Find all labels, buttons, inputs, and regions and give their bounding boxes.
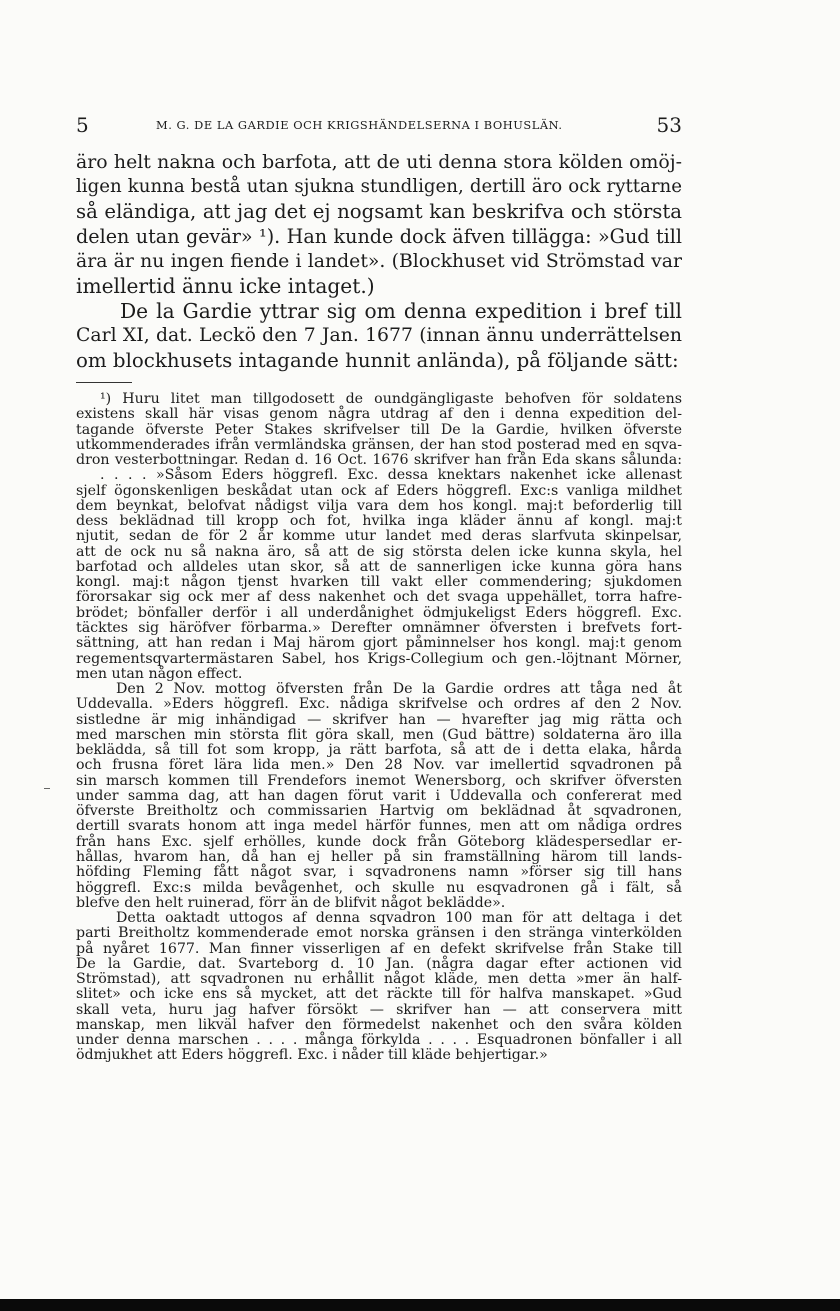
footnote-line: sistledne är mig inhändigad — skrifver han — hvarefter jag mig rätta och [76, 711, 682, 728]
footnote-line: njutit, sedan de för 2 år komme utur landet med deras slarfvuta skinpelsar, [76, 528, 682, 545]
footnote-line: dem beynkat, belofvat nådigst vilja vara dem hos kongl. maj:t beforderlig till [76, 497, 682, 514]
footnote-line: De la Gardie, dat. Svarteborg d. 10 Jan. (några dagar efter actionen vid [76, 955, 682, 972]
footnote-line: parti Breitholtz kommenderade emot norska gränsen i den stränga vinterkölden [76, 925, 682, 942]
footnote-line: på nyåret 1677. Man finner visserligen af en defekt skrifvelse från Stake till [76, 940, 682, 957]
body-line: delen utan gevär» ¹). Han kunde dock äfven tillägga: »Gud till [76, 224, 682, 248]
footnote-line: kongl. maj:t någon tjenst hvarken till vakt eller commendering; sjukdomen [76, 574, 682, 591]
footnote-line: skall veta, huru jag hafver försökt — skrifver han — att conservera mitt [76, 1001, 682, 1018]
body-line: så eländiga, att jag det ej nogsamt kan beskrifva och största [76, 199, 682, 223]
footnote-line: barfotad och alldeles utan skor, så att de sannerligen icke kunna göra hans [76, 558, 682, 575]
footnote-line: öfverste Breitholtz och commissarien Hartvig om beklädnad åt sqvadronen, [76, 803, 682, 820]
footnote-line: blefve den helt ruinerad, förr än de blifvit något beklädde». [76, 894, 506, 911]
body-line: ligen kunna bestå utan sjukna stundligen, dertill äro ock ryttarne [76, 175, 682, 197]
section-number: 5 [76, 113, 89, 137]
footnote-line: dron vesterbottningar. Redan d. 16 Oct. 1676 skrifver han från Eda skans sålunda: [76, 452, 682, 469]
footnote-line: dertill svarats honom att inga medel härför funnes, men att om nådiga ordres [76, 818, 682, 835]
footnote-line: under denna marschen . . . . många förkylda . . . . Esquadronen bönfaller i all [76, 1032, 682, 1049]
footnote-line: regementsqvartermästaren Sabel, hos Krigs-Collegium och gen.-löjtnant Mörner, [76, 650, 682, 667]
footnote-line: slitet» och icke ens så mycket, att det räckte till för halfva manskapet. »Gud [76, 986, 682, 1003]
running-title: M. G. DE LA GARDIE OCH KRIGSHÄNDELSERNA I BOHUSLÄN. [156, 118, 563, 132]
footnote-line: beklädda, så till fot som kropp, ja rätt barfota, så att de i detta elaka, hårda [76, 742, 682, 759]
footnote-line: dess beklädnad till kropp och fot, hvilka inga kläder ännu af kongl. maj:t [76, 513, 682, 530]
footnote-line: manskap, men likväl hafver den förmedelst nakenhet och den svåra kölden [76, 1016, 682, 1033]
footnote-line: tagande öfverste Peter Stakes skrifvelser till De la Gardie, hvilken öfverste [76, 421, 682, 438]
footnote-line: höfding Fleming fått något svar, i sqvadronens namn »förser sig till hans [76, 864, 682, 881]
footnote-line: att de ock nu så nakna äro, så att de sig största delen icke kunna skyla, hel [76, 543, 682, 560]
footnote-line: med marschen min största flit göra skall, men (Gud bättre) soldaterna äro illa [76, 726, 682, 743]
body-line: om blockhusets intagande hunnit anlända), på följande sätt: [76, 349, 679, 373]
body-line: De la Gardie yttrar sig om denna expedition i bref till [120, 299, 682, 324]
footnote-line: från hans Exc. sjelf erhölles, kunde dock från Göteborg klädespersedlar er- [76, 833, 682, 850]
footnote-line: Strömstad), att sqvadronen nu erhållit något kläde, men detta »mer än half- [76, 971, 682, 988]
body-text [76, 150, 682, 374]
body-line: äro helt nakna och barfota, att de uti denna stora kölden omöj- [76, 151, 682, 173]
footnote-line: sin marsch kommen till Frendefors inemot Wenersborg, och skrifver öfversten [76, 772, 682, 789]
footnote-line: sjelf ögonskenligen beskådat utan ock af Eders höggrefl. Exc:s vanliga mildhet [76, 482, 682, 499]
body-line: Carl XI, dat. Leckö den 7 Jan. 1677 (innan ännu underrättelsen [76, 325, 682, 347]
footnote-line: under samma dag, att han dagen förut varit i Uddevalla och confererat med [76, 787, 682, 804]
footnote-line: . . . . »Såsom Eders höggrefl. Exc. dessa knektars nakenhet icke allenast [100, 467, 682, 484]
footnote-line: utkommenderades ifrån vermländska gränsen, der han stod posterad med en sqva- [76, 436, 682, 453]
scan-edge [0, 1299, 840, 1311]
footnote-line: men utan någon effect. [76, 665, 243, 682]
footnote-line: brödet; bönfaller derför i all underdånighet ödmjukeligst Eders höggrefl. Exc. [76, 604, 682, 621]
footnote-line: ¹) Huru litet man tillgodosett de oundgängligaste behofven för soldatens [100, 391, 682, 407]
footnote-line: och frusna föret lära lida men.» Den 28 Nov. var imellertid sqvadronen på [76, 757, 682, 774]
page-header [76, 113, 682, 137]
footnote-line: Uddevalla. »Eders höggrefl. Exc. nådiga skrifvelse och ordres af den 2 Nov. [76, 696, 682, 713]
page-number: 53 [656, 113, 682, 137]
footnote-line: Den 2 Nov. mottog öfversten från De la Gardie ordres att tåga ned åt [116, 681, 682, 698]
footnote-line: höggrefl. Exc:s milda bevågenhet, och skulle nu esqvadronen gå i fält, så [76, 879, 682, 896]
footnote-line: hållas, hvarom han, då han ej heller på sin framställning härom till lands- [76, 848, 682, 865]
footnote-line: Detta oaktadt uttogos af denna sqvadron 100 man för att deltaga i det [116, 910, 682, 927]
footnote-line: täcktes sig häröfver förbarma.» Derefter omnämner öfversten i brefvets fort- [76, 619, 682, 636]
body-line: imellertid ännu icke intaget.) [76, 274, 375, 299]
footnote-line: förorsakar sig ock mer af dess nakenhet och det svaga uppehället, torra hafre- [76, 589, 682, 606]
body-line: ära är nu ingen fiende i landet». (Blockhuset vid Strömstad var [76, 250, 682, 272]
footnote-line: existens skall här visas genom några utdrag af den i denna expedition del- [76, 406, 682, 423]
margin-mark [44, 788, 50, 789]
footnote-block [76, 392, 682, 1064]
footnote-line: sättning, att han redan i Maj härom gjort påminnelser hos kongl. maj:t genom [76, 635, 682, 652]
footnote-line: ödmjukhet att Eders höggrefl. Exc. i nåder till kläde behjertigar.» [76, 1047, 548, 1064]
footnote-divider [76, 382, 132, 383]
